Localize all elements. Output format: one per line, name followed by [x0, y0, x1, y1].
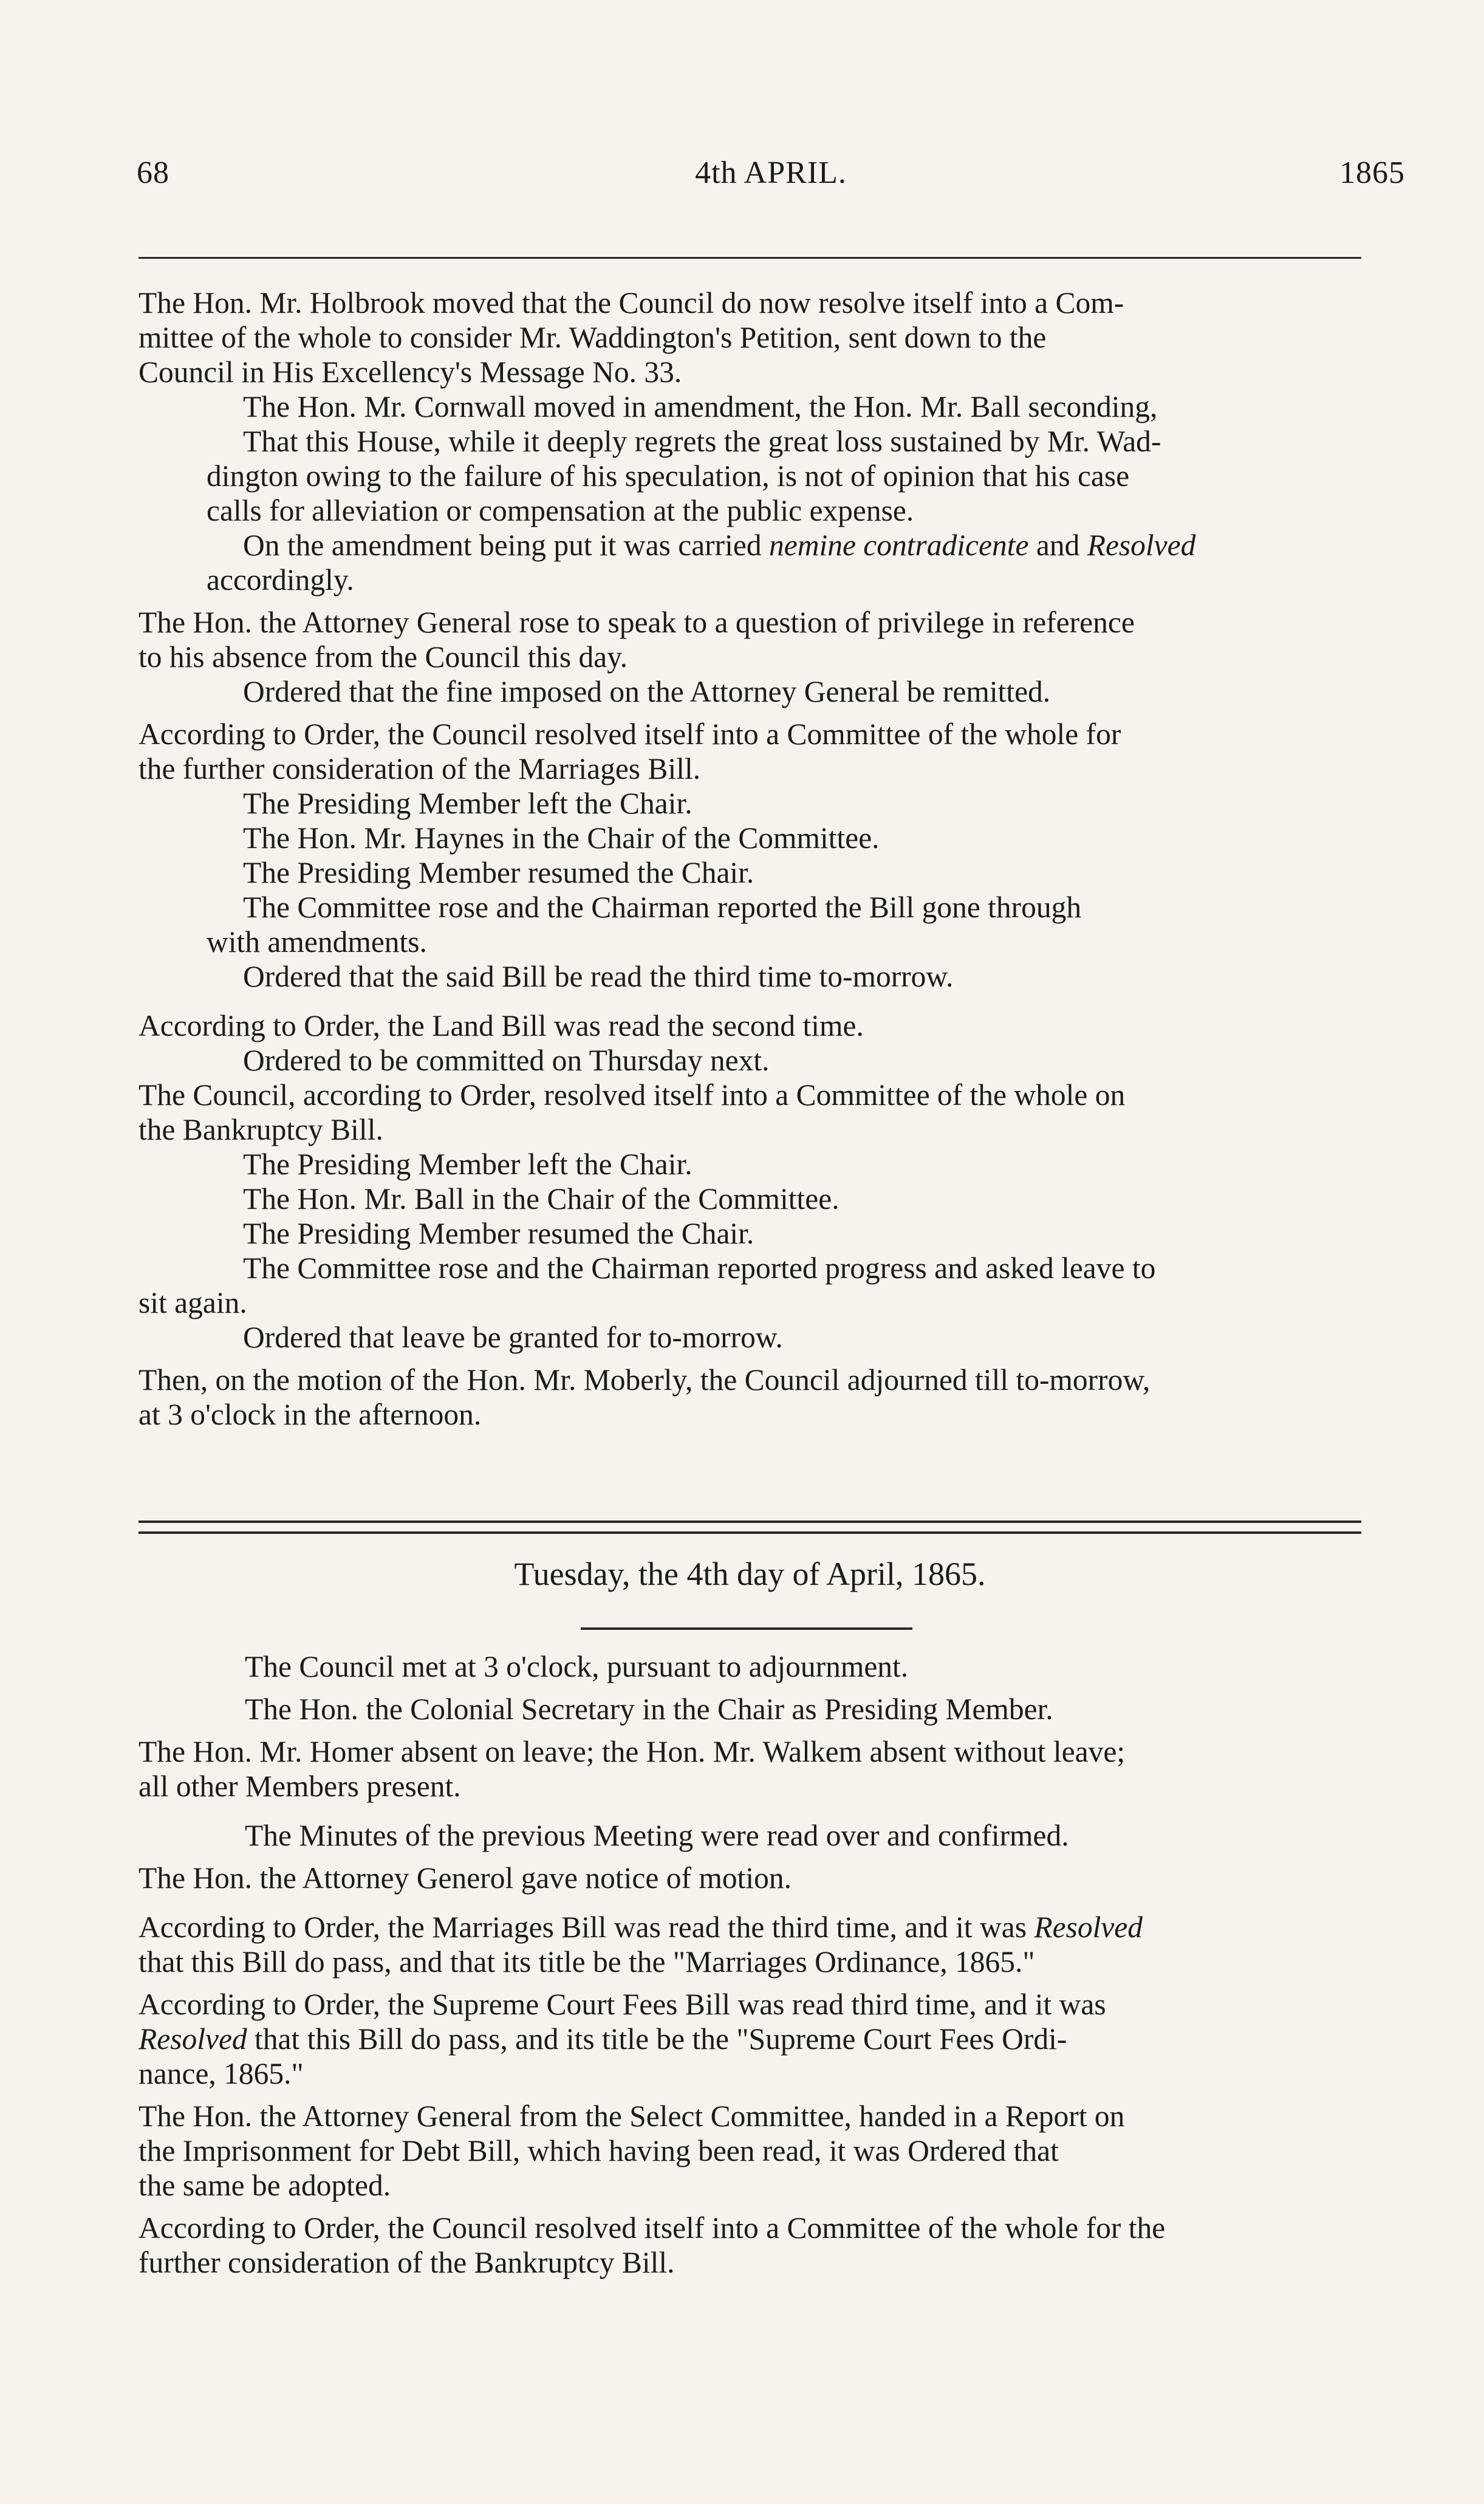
text-line: Ordered to be committed on Thursday next.	[243, 1044, 770, 1077]
text-line: The Presiding Member resumed the Chair.	[243, 1217, 754, 1250]
text-run: that this Bill do pass, and its title be the "Supreme Court Fees Ordi-	[247, 2022, 1067, 2056]
text-line: The Hon. Mr. Homer absent on leave; the Hon. Mr. Walkem absent without leave;	[138, 1735, 1126, 1768]
text-line: accordingly.	[207, 563, 354, 597]
text-line: Council in His Excellency's Message No. 33.	[138, 355, 682, 389]
text-line: The Hon. the Attorney General rose to speak to a question of privilege in reference	[138, 606, 1135, 639]
text-line: The Hon. Mr. Ball in the Chair of the Committee.	[243, 1182, 839, 1216]
text-line: The Presiding Member left the Chair.	[243, 787, 692, 820]
text-line: Ordered that leave be granted for to-morrow.	[243, 1321, 783, 1354]
text-line: That this House, while it deeply regrets the great loss sustained by Mr. Wad-	[243, 425, 1161, 458]
meeting-opened: The Council met at 3 o'clock, pursuant to adjournment.	[245, 1650, 909, 1683]
privilege-order	[138, 674, 1402, 709]
text-line: Ordered that the fine imposed on the Attorney General be remitted.	[243, 675, 1051, 708]
text-line: Then, on the motion of the Hon. Mr. Moberly, the Council adjourned till to-morrow,	[138, 1363, 1151, 1397]
minutes-confirmed: The Minutes of the previous Meeting were read over and confirmed.	[245, 1819, 1069, 1852]
text-line: The Presiding Member resumed the Chair.	[243, 856, 754, 889]
text-line: The Hon. Mr. Cornwall moved in amendment, the Hon. Mr. Ball seconding,	[243, 390, 1158, 423]
bankruptcy-bill-further	[138, 2211, 1402, 2280]
text-line: The Committee rose and the Chairman reported progress and asked leave to	[243, 1251, 1156, 1285]
text-line: dington owing to the failure of his speculation, is not of opinion that his case	[207, 459, 1130, 493]
text-line: with amendments.	[207, 925, 427, 959]
adjournment-paragraph	[138, 1363, 1402, 1432]
text-line: The Presiding Member left the Chair.	[243, 1148, 692, 1181]
italic-word: Resolved	[1034, 1910, 1143, 1944]
land-bill-paragraph	[138, 1008, 1402, 1043]
text-line: mittee of the whole to consider Mr. Waddington's Petition, sent down to the	[138, 321, 1047, 354]
notice-of-motion: The Hon. the Attorney Generol gave notice of motion.	[138, 1861, 792, 1895]
select-committee-report	[138, 2099, 1402, 2203]
text-line	[138, 1910, 1402, 1945]
section-rule-bottom	[138, 1531, 1361, 1534]
page-number: 68	[137, 156, 169, 190]
marriages-bill-proceedings	[138, 786, 1402, 994]
supreme-court-fees-bill	[138, 1987, 1402, 2091]
section-rule-top	[138, 1521, 1361, 1523]
text-line: to his absence from the Council this day.	[138, 640, 628, 674]
text-line: The Hon. the Attorney General from the Select Committee, handed in a Report on	[138, 2099, 1125, 2133]
minutes-current-day	[138, 1649, 1402, 2280]
marriages-bill-committee	[138, 717, 1402, 786]
header-rule	[138, 257, 1361, 259]
marriages-bill-third-reading	[138, 1910, 1402, 1979]
italic-phrase: nemine contradicente	[768, 529, 1029, 562]
text-run: On the amendment being put it was carried	[243, 529, 769, 562]
text-line: the further consideration of the Marriages Bill.	[138, 752, 701, 785]
text-line: Ordered that the said Bill be read the third time to-morrow.	[243, 960, 954, 993]
holbrook-motion	[138, 286, 1402, 389]
text-line: at 3 o'clock in the afternoon.	[138, 1398, 482, 1431]
bankruptcy-bill-proceedings	[138, 1147, 1402, 1355]
text-line: According to Order, the Supreme Court Fees Bill was read third time, and it was	[138, 1988, 1106, 2021]
header-year: 1865	[1339, 156, 1405, 190]
presiding-member: The Hon. the Colonial Secretary in the Chair as Presiding Member.	[245, 1692, 1053, 1726]
text-run: and	[1028, 529, 1087, 562]
italic-word: Resolved	[1087, 529, 1196, 562]
text-line: nance, 1865."	[138, 2057, 304, 2090]
text-line: further consideration of the Bankruptcy Bill.	[138, 2246, 675, 2279]
text-line: all other Members present.	[138, 1770, 461, 1803]
text-line: The Council, according to Order, resolved itself into a Committee of the whole on	[138, 1078, 1126, 1112]
text-run: According to Order, the Marriages Bill was read the third time, and it was	[138, 1910, 1034, 1944]
italic-word: Resolved	[138, 2022, 247, 2056]
text-line: the Imprisonment for Debt Bill, which having been read, it was Ordered that	[138, 2134, 1059, 2167]
text-line: According to Order, the Council resolved itself into a Committee of the whole for	[138, 717, 1121, 751]
attendance-paragraph	[138, 1734, 1402, 1804]
text-line	[207, 528, 1402, 563]
text-line: According to Order, the Council resolved itself into a Committee of the whole for the	[138, 2211, 1166, 2245]
header-title: 4th APRIL.	[695, 156, 847, 190]
text-line: the Bankruptcy Bill.	[138, 1113, 383, 1146]
bankruptcy-bill-committee	[138, 1078, 1402, 1147]
text-line: The Committee rose and the Chairman reported the Bill gone through	[243, 891, 1082, 924]
minutes-previous-day	[138, 286, 1402, 1432]
text-line	[138, 2022, 1402, 2056]
land-bill-order	[138, 1043, 1402, 1078]
cornwall-amendment	[138, 389, 1402, 597]
text-line: The Hon. Mr. Holbrook moved that the Council do now resolve itself into a Com-	[138, 286, 1124, 320]
text-line: the same be adopted.	[138, 2169, 391, 2202]
privilege-paragraph	[138, 605, 1402, 674]
page-header	[137, 155, 1405, 204]
text-line: According to Order, the Land Bill was read the second time.	[138, 1009, 864, 1042]
date-heading: Tuesday, the 4th day of April, 1865.	[514, 1556, 986, 1592]
text-line: The Hon. Mr. Haynes in the Chair of the Committee.	[243, 821, 880, 855]
text-line: sit again.	[138, 1286, 247, 1319]
text-line: calls for alleviation or compensation at the public expense.	[207, 494, 914, 527]
text-line: that this Bill do pass, and that its title be the "Marriages Ordinance, 1865."	[138, 1945, 1035, 1979]
date-rule	[581, 1627, 912, 1630]
